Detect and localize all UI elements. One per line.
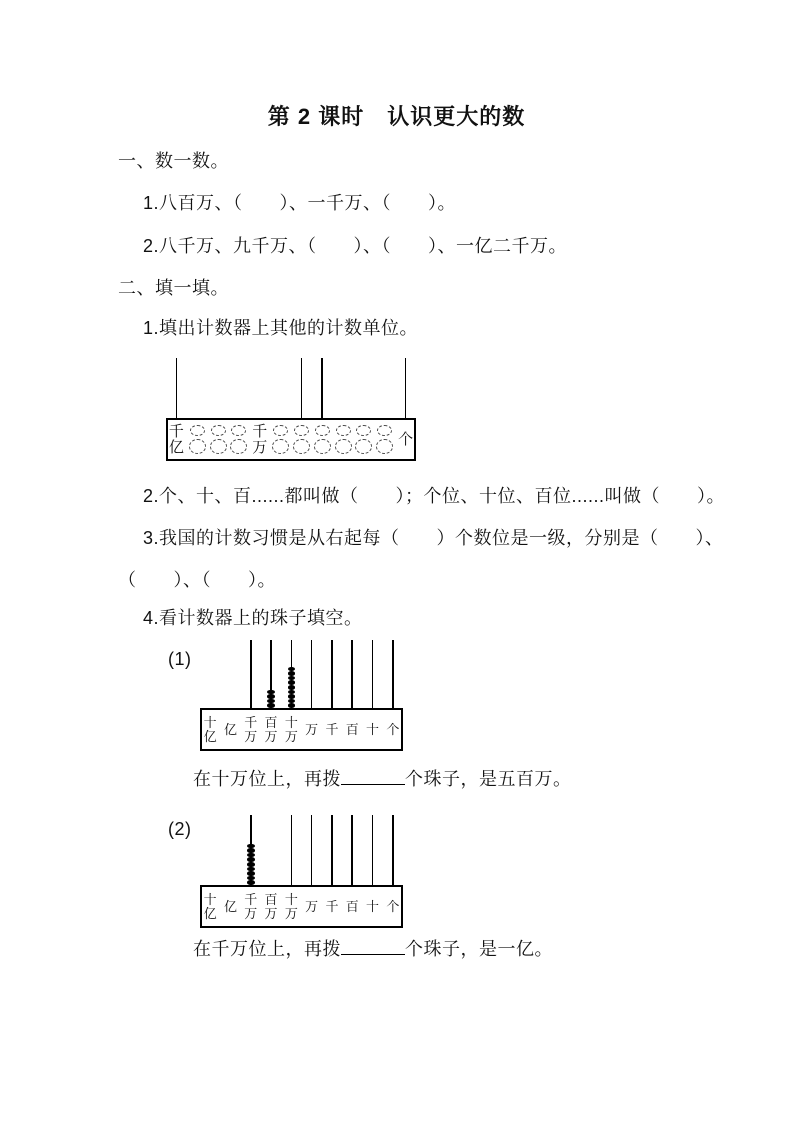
answer-blank [341, 768, 405, 785]
abacus-bead [288, 671, 296, 676]
caption-text-after: 个珠子，是五百万。 [405, 769, 572, 789]
place-value-label: 千 [325, 898, 339, 914]
blank-unit-ovals [354, 418, 375, 461]
abacus-bead [288, 680, 296, 685]
place-value-label: 十 万 [284, 714, 298, 744]
blank-unit-ovals [229, 418, 250, 461]
abacus-rod [176, 358, 178, 418]
question-1-1: 1.八百万、（ ）、一千万、（ ）。 [143, 193, 457, 213]
place-value-label: 千 万 [244, 714, 258, 744]
question-1-2: 2.八千万、九千万、（ ）、（ ）、一亿二千万。 [143, 236, 568, 256]
abacus-rod [311, 815, 313, 885]
place-value-label: 百 [345, 898, 359, 914]
place-value-label: 十 [366, 898, 380, 914]
place-value-label: 千 [325, 721, 339, 737]
place-value-label: 亿 [223, 721, 237, 737]
abacus-rod [372, 815, 374, 885]
blank-unit-ovals [291, 418, 312, 461]
abacus-bead [288, 685, 296, 690]
question-2-2: 2.个、十、百......都叫做（ ）；个位、十位、百位......叫做（ ）。 [143, 486, 726, 506]
blank-unit-ovals [374, 418, 395, 461]
place-value-label: 十 亿 [203, 714, 217, 744]
place-value-label: 千 万 [244, 891, 258, 921]
abacus-rod [351, 640, 353, 708]
place-value-label: 十 万 [284, 891, 298, 921]
place-value-label: 十 [366, 721, 380, 737]
place-value-label: 个 [386, 721, 400, 737]
abacus-bead [247, 857, 255, 862]
question-2-3-line2: （ ）、（ ）。 [118, 570, 276, 590]
caption-text-before: 在千万位上，再拨 [193, 939, 341, 959]
place-value-label: 个 [386, 898, 400, 914]
part-1-caption [193, 768, 572, 790]
place-value-label: 亿 [223, 898, 237, 914]
abacus-bead [247, 844, 255, 849]
place-value-label: 百 万 [264, 714, 278, 744]
question-2-3-line1: 3.我国的计数习惯是从右起每（ ）个数位是一级，分别是（ ）、 [143, 528, 724, 548]
abacus-bead [247, 876, 255, 881]
abacus-bead [288, 694, 296, 699]
abacus-bead [247, 871, 255, 876]
question-2-1: 1.填出计数器上其他的计数单位。 [143, 318, 419, 338]
abacus-rod [331, 815, 333, 885]
place-value-label: 千 万 [252, 422, 268, 456]
abacus-bead [247, 867, 255, 872]
answer-blank [341, 938, 405, 955]
part-2-label: (2) [168, 819, 192, 839]
abacus-rod [392, 640, 394, 708]
abacus-rod [351, 815, 353, 885]
abacus-rod [331, 640, 333, 708]
abacus-rod [372, 640, 374, 708]
abacus-q4-1 [200, 640, 403, 751]
abacus-bead [267, 694, 275, 699]
abacus-rod [405, 358, 407, 418]
place-value-label: 千 亿 [168, 422, 184, 456]
blank-unit-ovals [187, 418, 208, 461]
place-value-label: 百 [345, 721, 359, 737]
place-value-label: 百 万 [264, 891, 278, 921]
place-value-label: 个 [398, 430, 414, 448]
abacus-bead [288, 690, 296, 695]
blank-unit-ovals [208, 418, 229, 461]
caption-text-after: 个珠子，是一亿。 [405, 939, 553, 959]
section-one-heading: 一、数一数。 [118, 151, 229, 171]
place-value-label: 十 亿 [203, 891, 217, 921]
part-1-label: (1) [168, 649, 192, 669]
blank-unit-ovals [270, 418, 291, 461]
abacus-units [166, 358, 416, 461]
abacus-rod [301, 358, 303, 418]
abacus-rod [291, 815, 293, 885]
caption-text-before: 在十万位上，再拨 [193, 769, 341, 789]
blank-unit-ovals [312, 418, 333, 461]
abacus-rod [321, 358, 323, 418]
place-value-label: 万 [305, 898, 319, 914]
abacus-rod [250, 640, 252, 708]
abacus-rod [311, 640, 313, 708]
abacus-bead [247, 848, 255, 853]
blank-unit-ovals [333, 418, 354, 461]
question-2-4: 4.看计数器上的珠子填空。 [143, 608, 363, 628]
abacus-bead [247, 862, 255, 867]
abacus-bead [247, 853, 255, 858]
abacus-bead [267, 690, 275, 695]
section-two-heading: 二、填一填。 [118, 278, 229, 298]
part-2-caption [193, 938, 553, 960]
abacus-rod [392, 815, 394, 885]
page-title: 第 2 课时 认识更大的数 [267, 104, 526, 129]
abacus-q4-2 [200, 815, 403, 928]
place-value-label: 万 [305, 721, 319, 737]
abacus-bead [288, 667, 296, 672]
